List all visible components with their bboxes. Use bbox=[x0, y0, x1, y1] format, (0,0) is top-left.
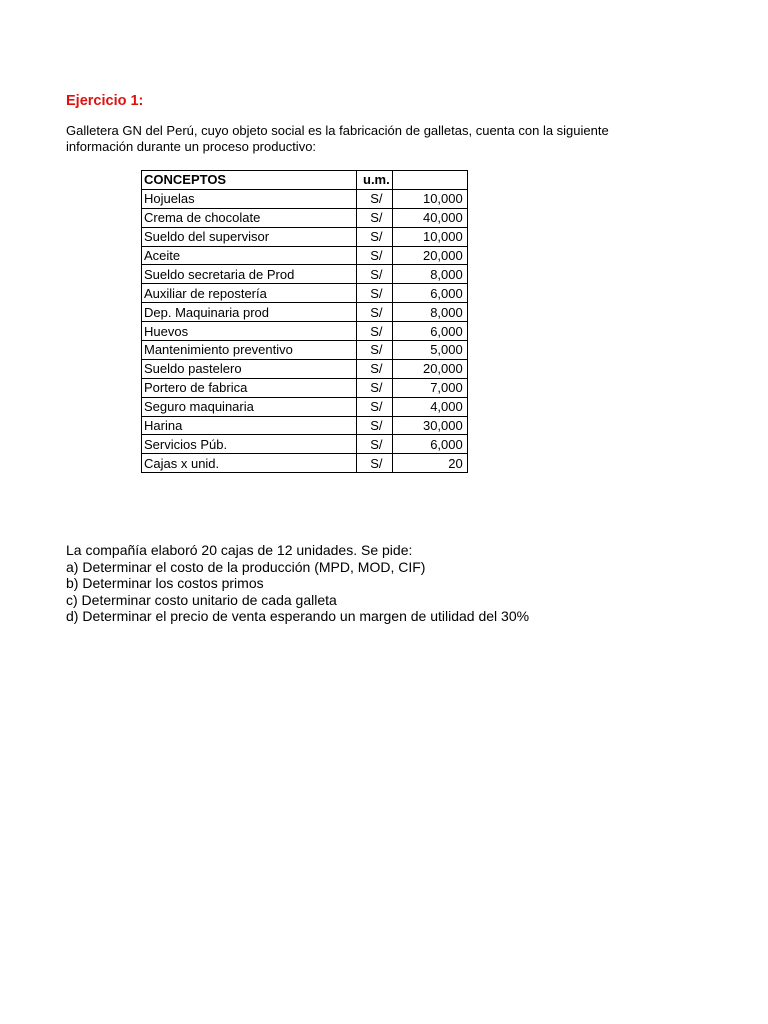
row-unit: S/ bbox=[357, 341, 393, 360]
row-concept: Servicios Púb. bbox=[142, 435, 357, 454]
row-unit: S/ bbox=[357, 208, 393, 227]
row-concept: Portero de fabrica bbox=[142, 378, 357, 397]
row-concept: Huevos bbox=[142, 322, 357, 341]
row-concept: Sueldo del supervisor bbox=[142, 227, 357, 246]
row-unit: S/ bbox=[357, 246, 393, 265]
cost-table bbox=[141, 170, 468, 473]
row-concept: Sueldo secretaria de Prod bbox=[142, 265, 357, 284]
row-unit: S/ bbox=[357, 416, 393, 435]
row-value: 8,000 bbox=[392, 265, 467, 284]
row-value: 4,000 bbox=[392, 397, 467, 416]
row-value: 40,000 bbox=[392, 208, 467, 227]
row-unit: S/ bbox=[357, 284, 393, 303]
header-value bbox=[392, 171, 467, 190]
row-concept: Auxiliar de repostería bbox=[142, 284, 357, 303]
table-row bbox=[142, 359, 468, 378]
row-concept: Harina bbox=[142, 416, 357, 435]
row-concept: Mantenimiento preventivo bbox=[142, 341, 357, 360]
table-row bbox=[142, 189, 468, 208]
row-unit: S/ bbox=[357, 189, 393, 208]
table-row bbox=[142, 454, 468, 473]
row-value: 6,000 bbox=[392, 322, 467, 341]
row-concept: Dep. Maquinaria prod bbox=[142, 303, 357, 322]
intro-paragraph: Galletera GN del Perú, cuyo objeto social es la fabricación de galletas, cuenta con la siguiente información durante un proceso productivo: bbox=[66, 123, 609, 154]
row-value: 20,000 bbox=[392, 246, 467, 265]
row-value: 6,000 bbox=[392, 435, 467, 454]
table-row bbox=[142, 227, 468, 246]
row-value: 30,000 bbox=[392, 416, 467, 435]
table-header-row bbox=[142, 171, 468, 190]
row-value: 5,000 bbox=[392, 341, 467, 360]
row-unit: S/ bbox=[357, 397, 393, 416]
row-unit: S/ bbox=[357, 359, 393, 378]
question-d: d) Determinar el precio de venta esperando un margen de utilidad del 30% bbox=[66, 608, 530, 624]
questions-lead: La compañía elaboró 20 cajas de 12 unidades. Se pide: bbox=[66, 542, 413, 558]
row-unit: S/ bbox=[357, 378, 393, 397]
table-row bbox=[142, 416, 468, 435]
row-concept: Sueldo pastelero bbox=[142, 359, 357, 378]
row-concept: Seguro maquinaria bbox=[142, 397, 357, 416]
row-unit: S/ bbox=[357, 322, 393, 341]
table-row bbox=[142, 284, 468, 303]
table-row bbox=[142, 246, 468, 265]
row-unit: S/ bbox=[357, 435, 393, 454]
row-value: 8,000 bbox=[392, 303, 467, 322]
row-concept: Hojuelas bbox=[142, 189, 357, 208]
table-row bbox=[142, 265, 468, 284]
row-concept: Crema de chocolate bbox=[142, 208, 357, 227]
question-c: c) Determinar costo unitario de cada galleta bbox=[66, 591, 337, 608]
table-row bbox=[142, 435, 468, 454]
row-unit: S/ bbox=[357, 265, 393, 284]
row-unit: S/ bbox=[357, 227, 393, 246]
row-value: 7,000 bbox=[392, 378, 467, 397]
header-unit: u.m. bbox=[357, 171, 393, 190]
row-concept: Aceite bbox=[142, 246, 357, 265]
table-row bbox=[142, 208, 468, 227]
row-value: 6,000 bbox=[392, 284, 467, 303]
row-value: 20 bbox=[392, 454, 467, 473]
row-unit: S/ bbox=[357, 303, 393, 322]
table-row bbox=[142, 341, 468, 360]
exercise-title: Ejercicio 1: bbox=[66, 93, 144, 109]
question-a: a) Determinar el costo de la producción (MPD, MOD, CIF) bbox=[66, 558, 426, 575]
row-value: 20,000 bbox=[392, 359, 467, 378]
row-value: 10,000 bbox=[392, 189, 467, 208]
table-row bbox=[142, 303, 468, 322]
table-row bbox=[142, 322, 468, 341]
row-value: 10,000 bbox=[392, 227, 467, 246]
row-concept: Cajas x unid. bbox=[142, 454, 357, 473]
questions-block bbox=[66, 542, 536, 625]
header-concepts: CONCEPTOS bbox=[142, 171, 357, 190]
question-b: b) Determinar los costos primos bbox=[66, 575, 264, 591]
table-row bbox=[142, 397, 468, 416]
table-row bbox=[142, 378, 468, 397]
row-unit: S/ bbox=[357, 454, 393, 473]
